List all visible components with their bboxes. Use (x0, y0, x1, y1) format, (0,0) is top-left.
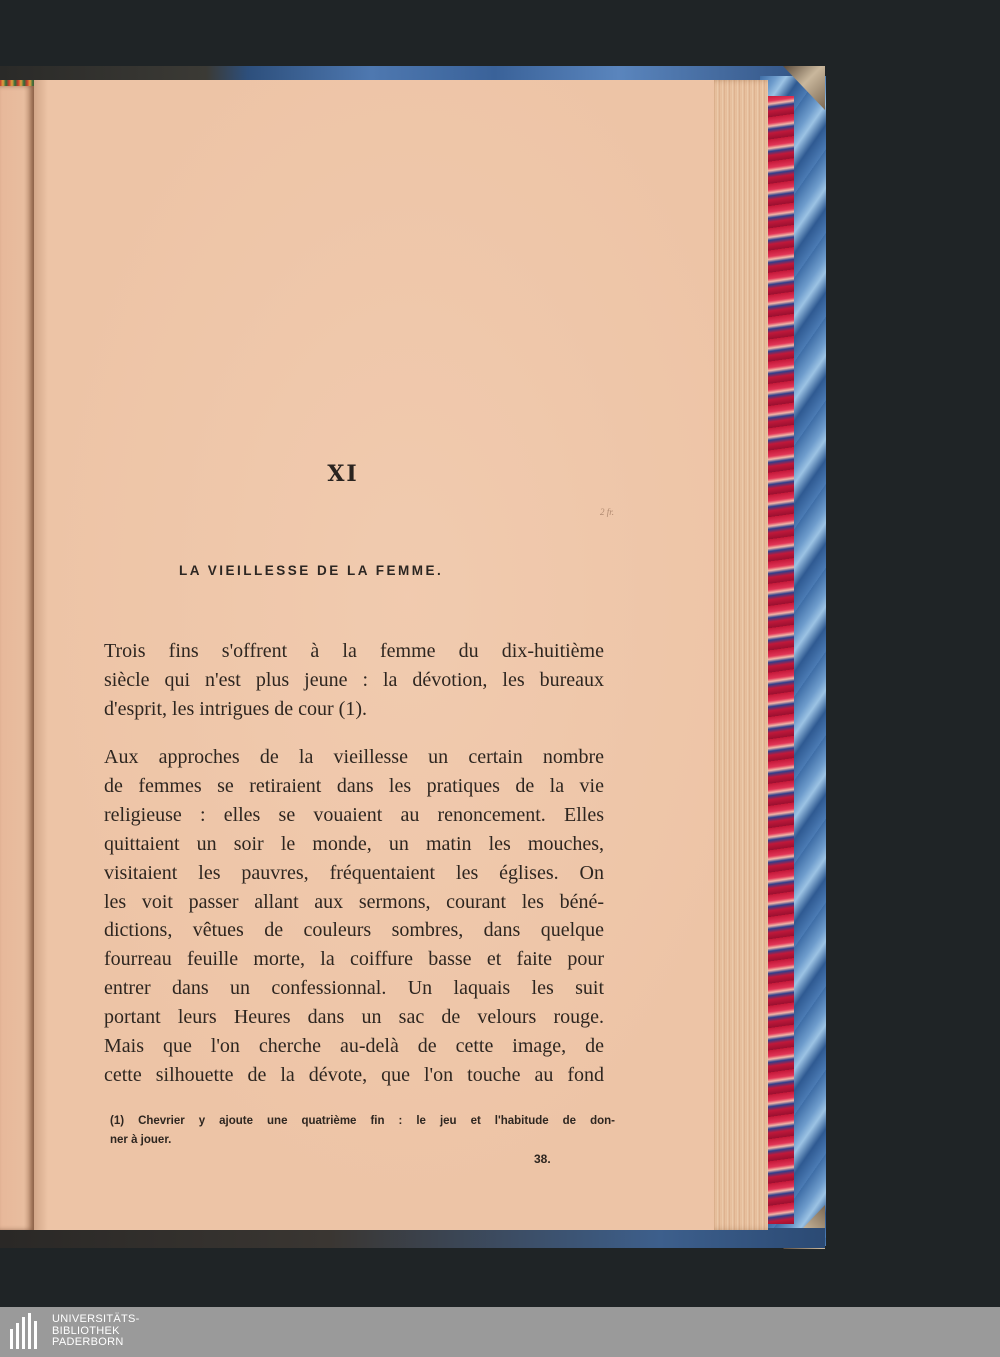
text-line: dictions, vêtues de couleurs sombres, dans quelque (104, 919, 604, 942)
chapter-title: LA VIEILLESSE DE LA FEMME. (179, 563, 444, 578)
chapter-number: XI (327, 461, 359, 487)
text-line: quittaient un soir le monde, un matin les mouches, (104, 832, 604, 855)
footnote-line: ner à jouer. (110, 1134, 172, 1146)
text-line: de femmes se retiraient dans les pratiques de la vie (104, 774, 604, 797)
margin-pencil-note: 2 fr. (600, 507, 615, 517)
text-line: d'esprit, les intrigues de cour (1). (104, 697, 367, 720)
text-line: fourreau feuille morte, la coiffure basse et faite pour (104, 948, 604, 971)
library-name-line: PADERBORN (52, 1336, 124, 1348)
library-logo-icon (8, 1313, 48, 1351)
text-line: cette silhouette de la dévote, que l'on touche au fond (104, 1063, 604, 1086)
library-name (52, 1314, 140, 1349)
text-line: portant leurs Heures dans un sac de velours rouge. (104, 1006, 604, 1029)
text-line: Aux approches de la vieillesse un certain nombre (104, 746, 604, 768)
text-line: Mais que l'on cherche au-delà de cette image, de (104, 1035, 604, 1058)
footnote-line: (1) Chevrier y ajoute une quatrième fin : le jeu et l'habitude de don- (110, 1115, 615, 1127)
book-cover-bottom-edge (0, 1228, 825, 1248)
page-block-edges (706, 80, 768, 1230)
text-line: entrer dans un confessionnal. Un laquais les suit (104, 977, 604, 1000)
text-line: religieuse : elles se vouaient au renoncement. Elles (104, 803, 604, 826)
library-name-line: UNIVERSITÄTS- (52, 1313, 140, 1325)
text-line: visitaient les pauvres, fréquentaient les églises. On (104, 861, 604, 884)
text-line: Trois fins s'offrent à la femme du dix-huitième (104, 640, 604, 662)
library-name-line: BIBLIOTHEK (52, 1324, 120, 1337)
text-line: les voit passer allant aux sermons, courant les béné- (104, 890, 604, 913)
paragraph-1 (104, 637, 604, 724)
book-page (34, 80, 714, 1230)
signature-mark: 38. (534, 1152, 551, 1166)
paragraph-2 (104, 743, 604, 1090)
library-footer-bar (0, 1307, 1000, 1357)
text-line: siècle qui n'est plus jeune : la dévotion, les bureaux (104, 668, 604, 691)
footnote (110, 1112, 615, 1150)
facing-page-edge (0, 86, 34, 1230)
